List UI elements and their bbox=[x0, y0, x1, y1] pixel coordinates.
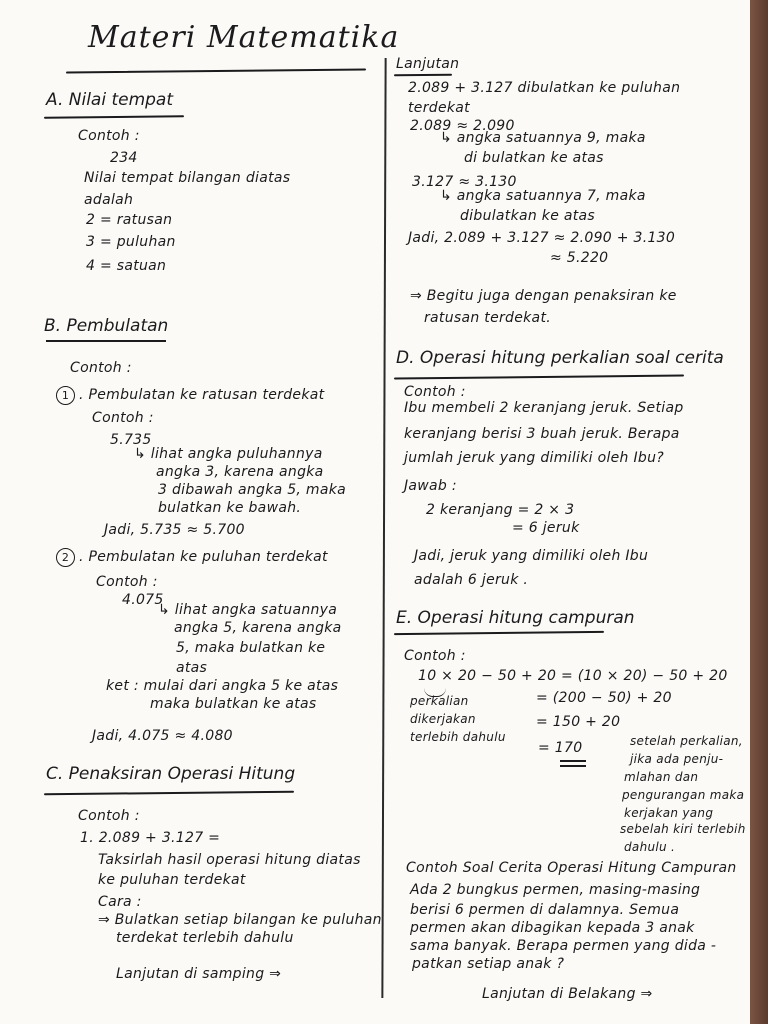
text-line: 5, maka bulatkan ke bbox=[176, 640, 326, 656]
note-right: kerjakan yang bbox=[624, 806, 714, 820]
text-line: 3.127 ≈ 3.130 bbox=[412, 174, 517, 190]
text-line: Contoh : bbox=[78, 128, 140, 144]
text-line: Jawab : bbox=[404, 478, 457, 494]
heading-penaksiran: C. Penaksiran Operasi Hitung bbox=[46, 764, 296, 784]
text-line: ⇒ Begitu juga dengan penaksiran ke bbox=[410, 288, 677, 304]
text-line: 1. 2.089 + 3.127 = bbox=[80, 830, 221, 846]
heading-operasi-perkalian: D. Operasi hitung perkalian soal cerita bbox=[396, 348, 724, 368]
text-line: Contoh : bbox=[96, 574, 158, 590]
text-line: 3 = puluhan bbox=[86, 234, 176, 250]
text-line: Jadi, 5.735 ≈ 5.700 bbox=[104, 522, 245, 538]
equation-line: 10 × 20 − 50 + 20 = (10 × 20) − 50 + 20 bbox=[418, 668, 728, 684]
text-line: Lanjutan di samping ⇒ bbox=[116, 966, 282, 982]
text-line: keranjang berisi 3 buah jeruk. Berapa bbox=[404, 426, 680, 442]
text-line: 2.089 ≈ 2.090 bbox=[410, 118, 515, 134]
text-line: Contoh : bbox=[78, 808, 140, 824]
list-item-1 bbox=[56, 386, 324, 405]
item-title: . Pembulatan ke puluhan terdekat bbox=[79, 549, 328, 565]
text-line: terdekat terlebih dahulu bbox=[116, 930, 294, 946]
heading-nilai-tempat: A. Nilai tempat bbox=[46, 90, 174, 110]
text-line: di bulatkan ke atas bbox=[464, 150, 604, 166]
text-line: Contoh Soal Cerita Operasi Hitung Campuran bbox=[406, 860, 737, 876]
answer-underline bbox=[560, 765, 586, 767]
note-right: dahulu . bbox=[624, 840, 676, 854]
text-line: adalah 6 jeruk . bbox=[414, 572, 529, 588]
note-right: setelah perkalian, bbox=[630, 734, 743, 748]
text-line: 4 = satuan bbox=[86, 258, 167, 274]
text-line: Ibu membeli 2 keranjang jeruk. Setiap bbox=[404, 400, 684, 416]
text-line: Ada 2 bungkus permen, masing-masing bbox=[410, 882, 701, 898]
list-item-2 bbox=[56, 548, 328, 567]
desk-background bbox=[750, 0, 768, 1024]
answer-underline bbox=[560, 760, 586, 762]
note-right: pengurangan maka bbox=[622, 788, 745, 802]
text-line: atas bbox=[176, 660, 208, 676]
text-line: bulatkan ke bawah. bbox=[158, 500, 302, 516]
text-line: ket : mulai dari angka 5 ke atas bbox=[106, 678, 339, 694]
note-right: sebelah kiri terlebih bbox=[620, 822, 746, 836]
text-line: Cara : bbox=[98, 894, 142, 910]
note-left: perkalian bbox=[410, 694, 469, 708]
text-line: 4.075 bbox=[122, 592, 164, 608]
text-line: sama banyak. Berapa permen yang dida - bbox=[410, 938, 717, 954]
footer-text: Lanjutan di Belakang ⇒ bbox=[482, 986, 653, 1002]
text-line: = 6 jeruk bbox=[512, 520, 580, 536]
note-right: mlahan dan bbox=[624, 770, 699, 784]
text-line: patkan setiap anak ? bbox=[412, 956, 565, 972]
text-line: Contoh : bbox=[70, 360, 132, 376]
equation-line: = 150 + 20 bbox=[536, 714, 621, 730]
text-line: Jadi, jeruk yang dimiliki oleh Ibu bbox=[414, 548, 649, 564]
note-left: dikerjakan bbox=[410, 712, 476, 726]
note-right: jika ada penju- bbox=[630, 752, 724, 766]
text-line: terdekat bbox=[408, 100, 470, 116]
text-line: 2.089 + 3.127 dibulatkan ke puluhan bbox=[408, 80, 681, 96]
text-line: ratusan terdekat. bbox=[424, 310, 551, 326]
text-line: adalah bbox=[84, 192, 134, 208]
text-line: 3 dibawah angka 5, maka bbox=[158, 482, 347, 498]
text-line: Contoh : bbox=[404, 384, 466, 400]
text-line: Nilai tempat bilangan diatas bbox=[84, 170, 291, 186]
heading-pembulatan: B. Pembulatan bbox=[44, 316, 169, 336]
text-line: maka bulatkan ke atas bbox=[150, 696, 317, 712]
heading-underline bbox=[46, 340, 166, 342]
text-line: angka 5, karena angka bbox=[174, 620, 342, 636]
text-line: ≈ 5.220 bbox=[550, 250, 609, 266]
text-line: Jadi, 4.075 ≈ 4.080 bbox=[92, 728, 233, 744]
circled-number: 1 bbox=[56, 386, 75, 405]
text-line: 234 bbox=[110, 150, 138, 166]
text-line: ↳ lihat angka puluhannya bbox=[134, 446, 323, 462]
equation-line: = 170 bbox=[538, 740, 583, 756]
note-left: terlebih dahulu bbox=[410, 730, 506, 744]
text-line: permen akan dibagikan kepada 3 anak bbox=[410, 920, 695, 936]
equation-line: = (200 − 50) + 20 bbox=[536, 690, 672, 706]
text-line: angka 3, karena angka bbox=[156, 464, 324, 480]
text-line: Contoh : bbox=[404, 648, 466, 664]
heading-operasi-campuran: E. Operasi hitung campuran bbox=[396, 608, 635, 628]
text-line: ke puluhan terdekat bbox=[98, 872, 246, 888]
text-line: ↳ lihat angka satuannya bbox=[158, 602, 338, 618]
text-line: 5.735 bbox=[110, 432, 152, 448]
text-line: 2 = ratusan bbox=[86, 212, 173, 228]
circled-number: 2 bbox=[56, 548, 75, 567]
lanjutan-label: Lanjutan bbox=[396, 56, 460, 72]
text-line: 2 keranjang = 2 × 3 bbox=[426, 502, 575, 518]
text-line: ↳ angka satuannya 9, maka bbox=[440, 130, 646, 146]
text-line: Taksirlah hasil operasi hitung diatas bbox=[98, 852, 361, 868]
text-line: Contoh : bbox=[92, 410, 154, 426]
text-line: Jadi, 2.089 + 3.127 ≈ 2.090 + 3.130 bbox=[408, 230, 676, 246]
text-line: dibulatkan ke atas bbox=[460, 208, 596, 224]
text-line: berisi 6 permen di dalamnya. Semua bbox=[410, 902, 680, 918]
page-title: Materi Matematika bbox=[88, 20, 400, 55]
text-line: jumlah jeruk yang dimiliki oleh Ibu? bbox=[404, 450, 664, 466]
item-title: . Pembulatan ke ratusan terdekat bbox=[79, 387, 325, 403]
text-line: ↳ angka satuannya 7, maka bbox=[440, 188, 646, 204]
text-line: ⇒ Bulatkan setiap bilangan ke puluhan bbox=[98, 912, 382, 928]
